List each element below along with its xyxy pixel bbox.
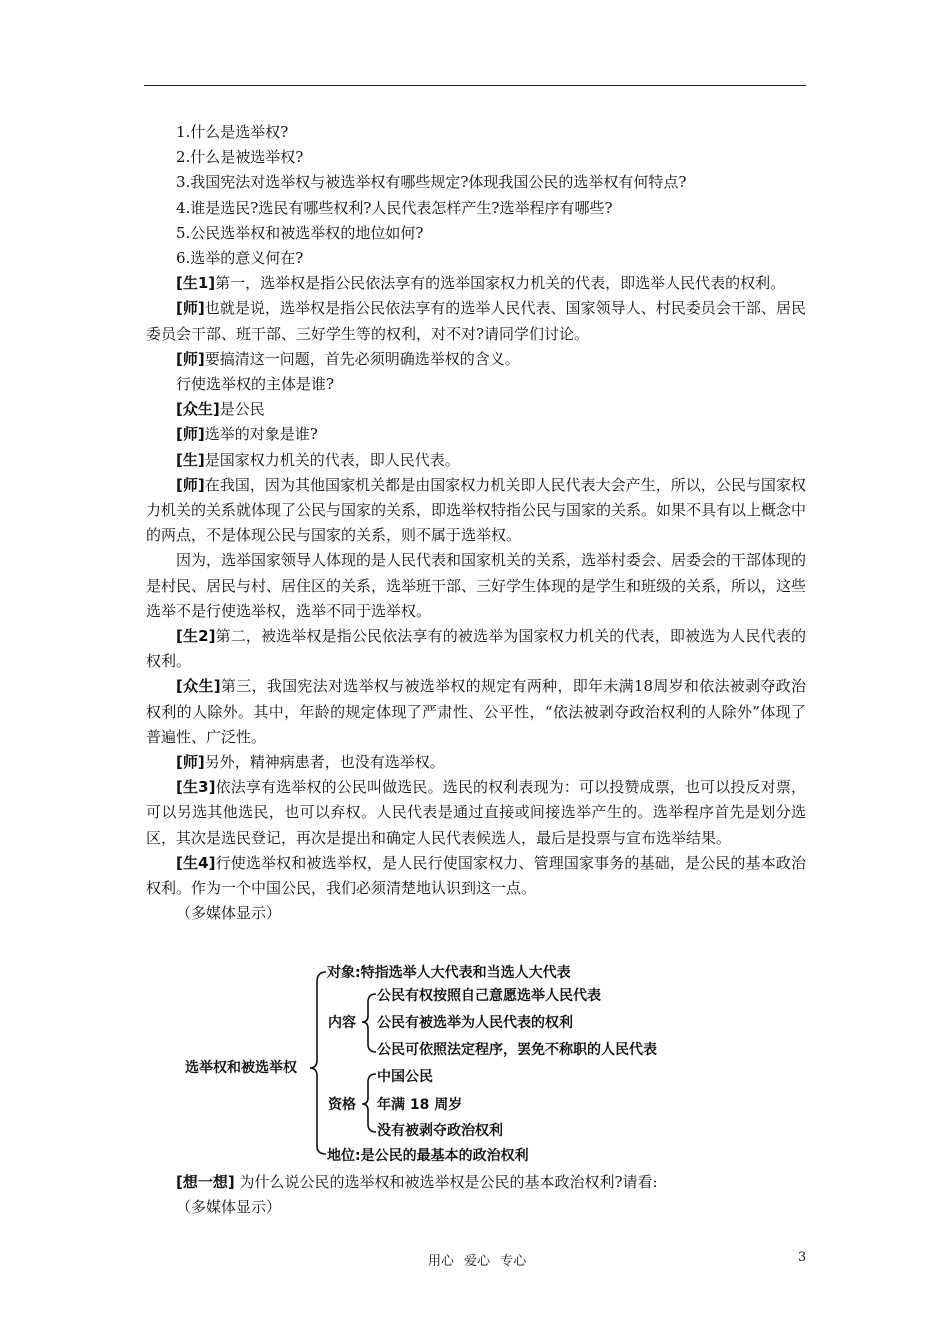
question-6: 6.选举的意义何在? xyxy=(176,249,304,268)
dialogue-paragraph xyxy=(146,347,806,372)
dialogue-text: 选举的对象是谁? xyxy=(204,425,318,444)
think-text: 为什么说公民的选举权和被选举权是公民的基本政治权利?请看: xyxy=(234,1173,658,1191)
dialogue-text: 另外，精神病患者，也没有选举权。 xyxy=(204,753,445,772)
dialogue-paragraph xyxy=(146,750,806,775)
diagram-qualification-label: 资格 xyxy=(328,1097,356,1113)
dialogue-paragraph xyxy=(146,548,806,624)
dialogue-text: 也就是说，选举权是指公民依法享有的选举人民代表、国家领导人、村民委员会干部、居民委员会干部、班干部、三好学生等的权利，对不对?请同学们讨论。 xyxy=(146,299,806,343)
dialogue-text: 第三，我国宪法对选举权与被选举权的规定有两种，即年未满18周岁和依法被剥夺政治权利的人除外。其中，年龄的规定体现了严肃性、公平性，“依法被剥夺政治权利的人除外”体现了普遍性、广泛性。 xyxy=(146,677,806,746)
dialogue-paragraph xyxy=(146,674,806,750)
question-2: 2.什么是被选举权? xyxy=(176,148,304,167)
speaker-tag: [师] xyxy=(176,299,205,318)
dialogue-paragraph xyxy=(146,271,806,296)
dialogue-text: 是公民 xyxy=(219,400,265,419)
dialogue-paragraph xyxy=(146,448,806,473)
dialogue-paragraph xyxy=(146,397,806,422)
speaker-tag: [生] xyxy=(176,450,205,469)
dialogue-paragraph xyxy=(146,422,806,447)
question-4: 4.谁是选民?选民有哪些权利?人民代表怎样产生?选举程序有哪些? xyxy=(176,198,613,217)
speaker-tag: [师] xyxy=(176,475,205,494)
rights-diagram xyxy=(0,964,950,1169)
dialogue-paragraph xyxy=(146,775,806,851)
dialogue-paragraph xyxy=(146,901,806,926)
dialogue-paragraph xyxy=(146,296,806,346)
body-text xyxy=(146,120,806,927)
dialogue-paragraph xyxy=(146,372,806,397)
diagram-qualification-item: 年满 18 周岁 xyxy=(377,1097,463,1113)
qualification-brace xyxy=(362,1074,376,1132)
dialogue-text: 行使选举权和被选举权，是人民行使国家权力、管理国家事务的基础，是公民的基本政治权利。作为一个中国公民，我们必须清楚地认识到这一点。 xyxy=(146,853,806,898)
page-number: 3 xyxy=(798,1250,807,1265)
dialogue-paragraph xyxy=(146,851,806,901)
speaker-tag: [生3] xyxy=(176,778,216,797)
diagram-object: 对象:特指选举人大代表和当选人大代表 xyxy=(327,965,571,981)
multimedia-text: （多媒体显示） xyxy=(176,1198,282,1217)
diagram-root: 选举权和被选举权 xyxy=(185,1060,297,1076)
question-1: 1.什么是选举权? xyxy=(176,123,289,141)
speaker-tag: [想一想] xyxy=(176,1173,235,1191)
dialogue-text: （多媒体显示） xyxy=(176,904,282,923)
speaker-tag: [众生] xyxy=(176,677,221,696)
dialogue-paragraph xyxy=(146,624,806,674)
diagram-content-label: 内容 xyxy=(328,1015,356,1031)
speaker-tag: [生2] xyxy=(176,627,216,646)
multimedia-note xyxy=(146,1195,806,1220)
footer-motto: 用心 爱心 专心 xyxy=(428,1254,527,1269)
speaker-tag: [众生] xyxy=(176,400,220,419)
diagram-content-item: 公民有被选举为人民代表的权利 xyxy=(377,1015,573,1031)
speaker-tag: [生4] xyxy=(176,853,216,872)
speaker-tag: [师] xyxy=(176,425,205,444)
dialogue-text: 是国家权力机关的代表，即人民代表。 xyxy=(204,450,460,469)
after-text xyxy=(146,1170,806,1220)
dialogue-text: 要搞清这一问题，首先必须明确选举权的含义。 xyxy=(204,349,520,368)
dialogue-text: 在我国，因为其他国家机关都是由国家权力机关即人民代表大会产生，所以，公民与国家权力机关的关系就体现了公民与国家的关系，即选举权特指公民与国家的关系。如果不具有以上概念中的两点，不是体现公民与国家的关系，则不属于选举权。 xyxy=(146,475,807,545)
dialogue-text: 第一，选举权是指公民依法享有的选举国家权力机关的代表，即选举人民代表的权利。 xyxy=(215,274,786,293)
main-brace xyxy=(310,972,326,1154)
diagram-status: 地位:是公民的最基本的政治权利 xyxy=(327,1148,529,1164)
speaker-tag: [师] xyxy=(176,753,205,772)
dialogue-text: 因为，选举国家领导人体现的是人民代表和国家机关的关系，选举村委会、居委会的干部体现的是村民、居民与村、居住区的关系，选举班干部、三好学生体现的是学生和班级的关系，所以，这些选举不是行使选举权，选举不同于选举权。 xyxy=(146,551,807,620)
question-3: 3.我国宪法对选举权与被选举权有哪些规定?体现我国公民的选举权有何特点? xyxy=(176,173,687,192)
dialogue-text: 行使选举权的主体是谁? xyxy=(176,375,335,394)
speaker-tag: [生1] xyxy=(176,274,216,293)
think-paragraph xyxy=(146,1170,806,1195)
dialogue-paragraph xyxy=(146,473,806,549)
diagram-qualification-item: 中国公民 xyxy=(377,1069,433,1085)
dialogue-text: 依法享有选举权的公民叫做选民。选民的权利表现为：可以投赞成票，也可以投反对票，可以另选其他选民，也可以弃权。人民代表是通过直接或间接选举产生的。选举程序首先是划分选区，其次是选民登记，再次是提出和确定人民代表候选人，最后是投票与宣布选举结果。 xyxy=(146,778,806,847)
question-5: 5.公民选举权和被选举权的地位如何? xyxy=(176,223,424,242)
header-rule xyxy=(144,85,806,86)
diagram-qualification-item: 没有被剥夺政治权利 xyxy=(377,1123,503,1139)
content-brace xyxy=(362,994,376,1052)
dialogue-text: 第二，被选举权是指公民依法享有的被选举为国家权力机关的代表，即被选为人民代表的权利。 xyxy=(146,627,806,671)
diagram-content-item: 公民可依照法定程序，罢免不称职的人民代表 xyxy=(377,1042,657,1058)
diagram-content-item: 公民有权按照自己意愿选举人民代表 xyxy=(377,988,601,1004)
speaker-tag: [师] xyxy=(176,349,205,368)
